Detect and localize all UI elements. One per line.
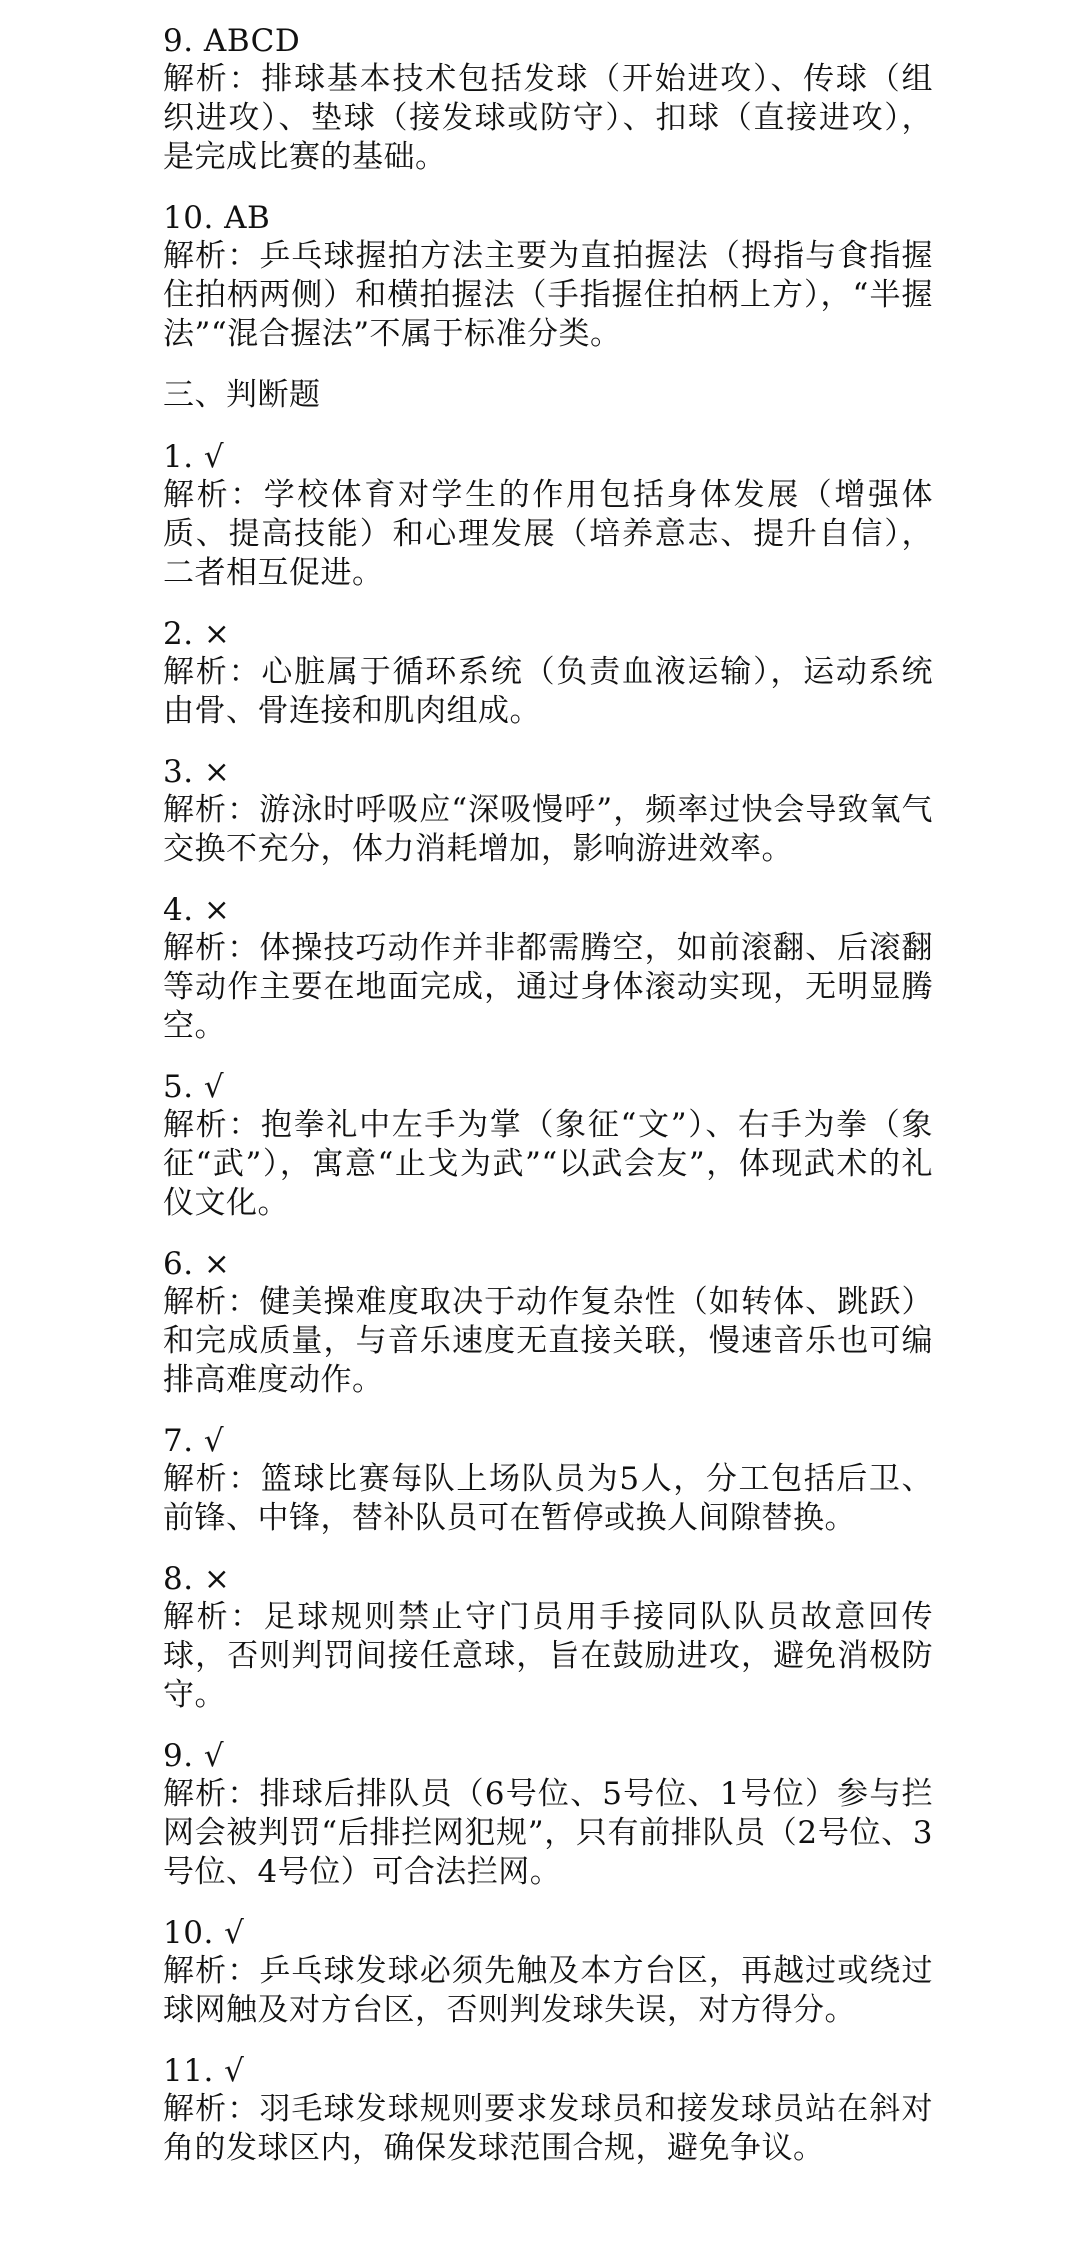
answer-number: 10. √ [163, 1915, 245, 1951]
answer-analysis: 解析：乒乓球发球必须先触及本方台区，再越过或绕过球网触及对方台区，否则判发球失误，对方得分。 [163, 1953, 933, 2028]
answer-analysis: 解析：乒乓球握拍方法主要为直拍握法（拇指与食指握住拍柄两侧）和横拍握法（手指握住拍柄上方），“半握法”“混合握法”不属于标准分类。 [163, 238, 933, 352]
answer-item [163, 1422, 933, 1538]
answer-number: 2. × [163, 616, 231, 652]
answer-item [163, 1560, 933, 1715]
answer-item [163, 2052, 933, 2168]
answer-number: 8. × [163, 1561, 231, 1597]
answer-number: 4. × [163, 892, 231, 928]
answer-number: 5. √ [163, 1069, 225, 1105]
answer-item [163, 1914, 933, 2030]
answer-number: 10. AB [163, 200, 271, 236]
answer-number: 1. √ [163, 439, 225, 475]
answer-number: 3. × [163, 754, 231, 790]
section-heading: 三、判断题 [163, 377, 321, 413]
answer-analysis: 解析：游泳时呼吸应“深吸慢呼”，频率过快会导致氧气交换不充分，体力消耗增加，影响游进效率。 [163, 792, 933, 867]
answer-item [163, 1068, 933, 1223]
answer-analysis: 解析：健美操难度取决于动作复杂性（如转体、跳跃）和完成质量，与音乐速度无直接关联，慢速音乐也可编排高难度动作。 [163, 1284, 933, 1398]
answer-number: 11. √ [163, 2053, 245, 2089]
answer-item [163, 199, 933, 354]
answer-key-page [163, 22, 933, 2190]
answer-analysis: 解析：学校体育对学生的作用包括身体发展（增强体质、提高技能）和心理发展（培养意志、提升自信），二者相互促进。 [163, 477, 933, 591]
answer-analysis: 解析：抱拳礼中左手为掌（象征“文”）、右手为拳（象征“武”），寓意“止戈为武”“以武会友”，体现武术的礼仪文化。 [163, 1107, 933, 1221]
answer-analysis: 解析：篮球比赛每队上场队员为5人，分工包括后卫、前锋、中锋，替补队员可在暂停或换人间隙替换。 [163, 1461, 933, 1536]
answer-analysis: 解析：足球规则禁止守门员用手接同队队员故意回传球，否则判罚间接任意球，旨在鼓励进攻，避免消极防守。 [163, 1599, 933, 1713]
answer-item [163, 891, 933, 1046]
answer-item [163, 1245, 933, 1400]
answer-number: 6. × [163, 1246, 231, 1282]
answer-item [163, 22, 933, 177]
answer-item [163, 438, 933, 593]
answer-number: 9. √ [163, 1738, 225, 1774]
answer-analysis: 解析：羽毛球发球规则要求发球员和接发球员站在斜对角的发球区内，确保发球范围合规，避免争议。 [163, 2091, 933, 2166]
answer-item [163, 1737, 933, 1892]
answer-analysis: 解析：体操技巧动作并非都需腾空，如前滚翻、后滚翻等动作主要在地面完成，通过身体滚动实现，无明显腾空。 [163, 930, 933, 1044]
answer-analysis: 解析：排球后排队员（6号位、5号位、1号位）参与拦网会被判罚“后排拦网犯规”，只有前排队员（2号位、3号位、4号位）可合法拦网。 [163, 1776, 933, 1890]
answer-item [163, 615, 933, 731]
answer-item [163, 753, 933, 869]
answer-analysis: 解析：心脏属于循环系统（负责血液运输），运动系统由骨、骨连接和肌肉组成。 [163, 654, 933, 729]
answer-analysis: 解析：排球基本技术包括发球（开始进攻）、传球（组织进攻）、垫球（接发球或防守）、扣球（直接进攻），是完成比赛的基础。 [163, 61, 933, 175]
answer-number: 7. √ [163, 1423, 225, 1459]
answer-number: 9. ABCD [163, 23, 301, 59]
